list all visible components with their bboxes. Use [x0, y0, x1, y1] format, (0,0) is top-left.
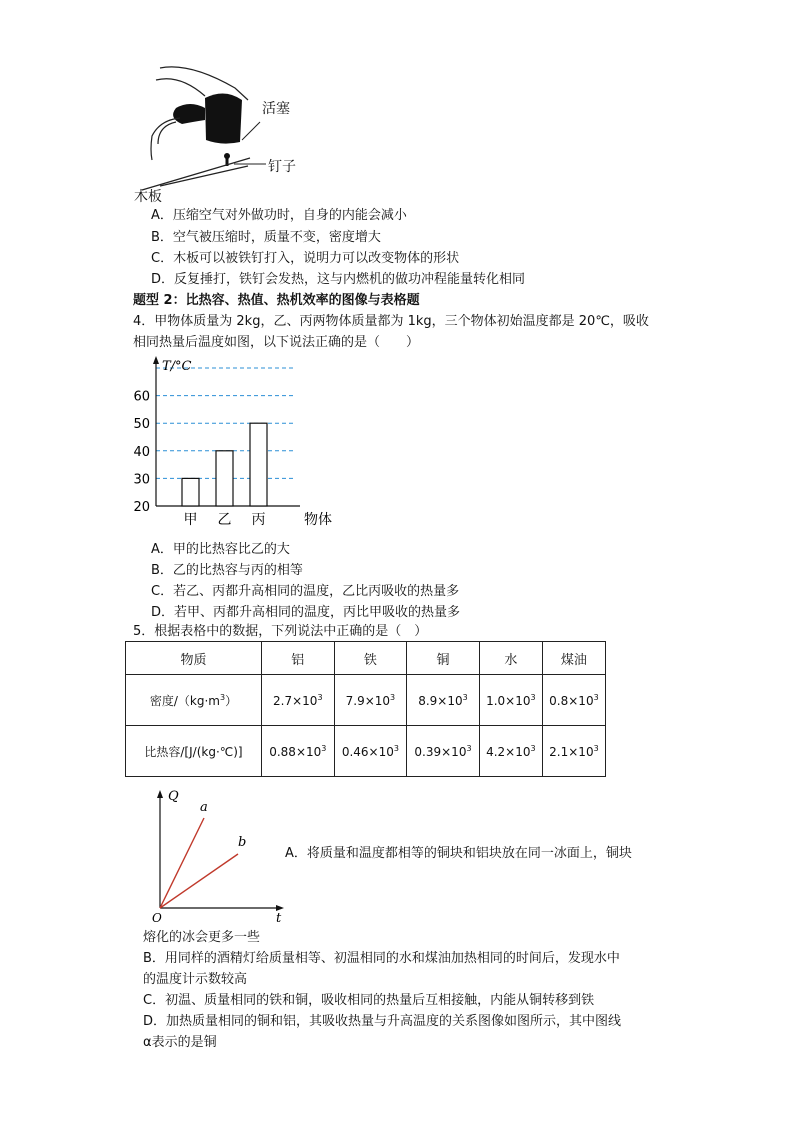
table-cell: $2.1\times 10^3$ [542, 726, 605, 777]
line-a-label: a [200, 800, 208, 815]
bar [216, 451, 233, 506]
bar [182, 478, 199, 506]
q-label: Q [168, 789, 179, 804]
material-data-table [125, 641, 606, 777]
y-tick-label: 60 [133, 389, 150, 405]
y-tick-label: 50 [133, 417, 150, 433]
table-cell: $0.39\times 10^3$ [407, 726, 480, 777]
table-cell: $1.0\times 10^3$ [479, 675, 542, 726]
table-header-cell: 铜 [407, 642, 480, 675]
q3-option-d: D．反复捶打，铁钉会发热，这与内燃机的做功冲程能量转化相同 [151, 272, 526, 287]
table-cell: $0.46\times 10^3$ [334, 726, 407, 777]
table-header-cell: 铝 [262, 642, 335, 675]
heat-temperature-graph [148, 784, 288, 924]
t-label: t [276, 911, 282, 924]
table-row [126, 675, 606, 726]
y-tick-label: 40 [133, 444, 150, 460]
q5-option-d-line1: D．加热质量相同的铜和铝，其吸收热量与升高温度的关系图像如图所示，其中图线 [143, 1014, 622, 1029]
table-header-cell: 物质 [126, 642, 262, 675]
table-cell: $0.88\times 10^3$ [262, 726, 335, 777]
x-axis-label: 物体 [304, 512, 332, 528]
table-row [126, 726, 606, 777]
label-piston: 活塞 [262, 101, 290, 117]
table-cell: $8.9\times 10^3$ [407, 675, 480, 726]
q4-option-b: B．乙的比热容与丙的相等 [151, 563, 303, 578]
y-axis-arrow [153, 356, 159, 364]
line-a [160, 818, 204, 908]
table-cell: $0.8\times 10^3$ [542, 675, 605, 726]
y-tick-label: 30 [133, 472, 150, 488]
table-cell: $7.9\times 10^3$ [334, 675, 407, 726]
line-b-label: b [238, 835, 247, 850]
label-nail: 钉子 [268, 159, 296, 175]
q5-stem: 5．根据表格中的数据，下列说法中正确的是（ ） [133, 624, 428, 639]
table-cell: $4.2\times 10^3$ [479, 726, 542, 777]
x-category-label: 甲 [183, 512, 198, 528]
heat-row-label: 比热容/[J/(kg·℃)] [126, 726, 262, 777]
q4-stem-line1: 4．甲物体质量为 2kg，乙、丙两物体质量都为 1kg，三个物体初始温度都是 20℃，吸收 [133, 314, 649, 329]
table-header-cell: 煤油 [542, 642, 605, 675]
x-category-label: 丙 [251, 512, 266, 528]
q4-option-a: A．甲的比热容比乙的大 [151, 542, 290, 557]
table-header-cell: 铁 [334, 642, 407, 675]
o-label: O [152, 911, 162, 924]
y-axis-label: T/°C [162, 359, 192, 374]
table-header-row [126, 642, 606, 675]
table-cell: $2.7\times 10^3$ [262, 675, 335, 726]
q3-option-b: B．空气被压缩时，质量不变，密度增大 [151, 230, 381, 245]
q5-option-a-line2: 熔化的冰会更多一些 [143, 930, 261, 945]
q5-option-b-line1: B．用同样的酒精灯给质量相等、初温相同的水和煤油加热相同的时间后，发现水中 [143, 951, 620, 966]
density-row-label: 密度$/(kg\cdot m^3)$ [126, 675, 262, 726]
q-axis-arrow [157, 790, 163, 798]
q5-option-c: C．初温、质量相同的铁和铜，吸收相同的热量后互相接触，内能从铜转移到铁 [143, 993, 595, 1008]
q4-option-d: D．若甲、丙都升高相同的温度，丙比甲吸收的热量多 [151, 605, 461, 620]
apparatus-figure [130, 60, 330, 200]
q4-option-c: C．若乙、丙都升高相同的温度，乙比丙吸收的热量多 [151, 584, 460, 599]
q5-option-a-line1: A．将质量和温度都相等的铜块和铝块放在同一冰面上，铜块 [285, 846, 632, 861]
bar [250, 423, 267, 506]
table-header-cell: 水 [479, 642, 542, 675]
label-board: 木板 [134, 189, 162, 205]
temperature-bar-chart [120, 352, 350, 532]
q5-option-d-line2: α表示的是铜 [143, 1035, 217, 1050]
q5-option-b-line2: 的温度计示数较高 [143, 972, 248, 987]
y-tick-label: 20 [133, 500, 150, 515]
q3-option-c: C．木板可以被铁钉打入，说明力可以改变物体的形状 [151, 251, 460, 266]
line-b [160, 854, 238, 908]
section-title: 题型 2：比热容、热值、热机效率的图像与表格题 [133, 293, 420, 308]
q3-option-a: A．压缩空气对外做功时，自身的内能会减小 [151, 208, 407, 223]
x-category-label: 乙 [217, 512, 232, 528]
q4-stem-line2: 相同热量后温度如图，以下说法正确的是（ ） [133, 335, 420, 350]
